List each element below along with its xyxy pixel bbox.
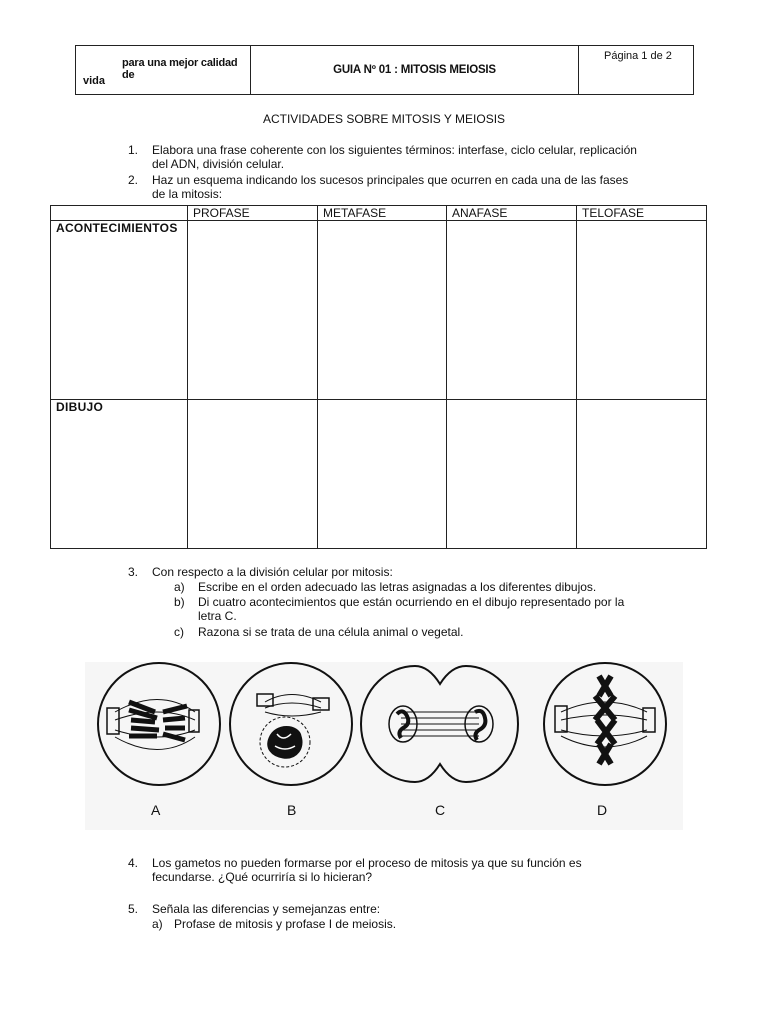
row-label-acontecimientos: ACONTECIMIENTOS — [51, 221, 188, 400]
question-2-line-2: de la mitosis: — [152, 187, 223, 201]
question-3a-text: Escribe en el orden adecuado las letras asignadas a los diferentes dibujos. — [198, 580, 597, 594]
column-header-metafase: METAFASE — [318, 206, 447, 221]
table-row-dibujo — [51, 400, 707, 549]
slogan-line-2: vida — [83, 75, 106, 87]
figure-label-b: B — [287, 802, 297, 818]
figure-label-c: C — [435, 802, 446, 818]
table-row-acontecimientos — [51, 221, 707, 400]
question-1-line-1: Elabora una frase coherente con los siguientes términos: interfase, ciclo celular, replicación — [152, 143, 637, 157]
answer-cell[interactable] — [188, 221, 318, 400]
table-corner-cell — [51, 206, 188, 221]
question-4-line-1: Los gametos no pueden formarse por el proceso de mitosis ya que su función es — [152, 856, 582, 870]
mitosis-drawings — [85, 662, 683, 830]
header-title-cell — [251, 46, 579, 94]
answer-cell[interactable] — [577, 221, 707, 400]
header-page-cell — [579, 46, 693, 94]
question-3b-line-2: letra C. — [198, 609, 237, 623]
page-label: Página 1 de 2 — [604, 50, 672, 62]
row-label-dibujo: DIBUJO — [51, 400, 188, 549]
drawing-cell[interactable] — [318, 400, 447, 549]
question-3-text: Con respecto a la división celular por mitosis: — [152, 565, 393, 579]
drawing-cell[interactable] — [577, 400, 707, 549]
figure-label-a: A — [151, 802, 161, 818]
question-1-line-2: del ADN, división celular. — [152, 157, 285, 171]
question-3a-letter: a) — [174, 580, 185, 594]
figure-label-d: D — [597, 802, 608, 818]
guide-title: GUIA Nº 01 : MITOSIS MEIOSIS — [333, 64, 496, 76]
question-3c-text: Razona si se trata de una célula animal o vegetal. — [198, 625, 464, 639]
header-box — [75, 45, 694, 95]
cell-d-drawing — [544, 663, 666, 785]
page-title: ACTIVIDADES SOBRE MITOSIS Y MEIOSIS — [262, 112, 506, 126]
question-5a-letter: a) — [152, 917, 163, 931]
cell-b-drawing — [230, 663, 352, 785]
question-5a-text: Profase de mitosis y profase I de meiosis. — [174, 917, 397, 931]
question-4-line-2: fecundarse. ¿Qué ocurriría si lo hicieran? — [152, 870, 373, 884]
question-5-text: Señala las diferencias y semejanzas entre: — [152, 902, 381, 916]
column-header-telofase: TELOFASE — [577, 206, 707, 221]
question-3-number: 3. — [128, 565, 139, 579]
header-slogan-cell — [76, 46, 251, 94]
question-3b-text — [198, 595, 624, 623]
question-1 — [128, 143, 138, 157]
answer-cell[interactable] — [318, 221, 447, 400]
question-2-text — [152, 173, 628, 201]
cell-c-drawing — [361, 666, 518, 782]
question-3c-letter: c) — [174, 625, 184, 639]
question-2-line-1: Haz un esquema indicando los sucesos principales que ocurren en cada una de las fases — [152, 173, 629, 187]
question-3b-line-1: Di cuatro acontecimientos que están ocurriendo en el dibujo representado por la — [198, 595, 625, 609]
cell-a-drawing — [98, 663, 220, 785]
question-5-number: 5. — [128, 902, 139, 916]
question-2-number: 2. — [128, 173, 139, 187]
question-3b-letter: b) — [174, 595, 185, 609]
slogan-line-1: para una mejor calidad de — [122, 57, 238, 81]
table-header-row — [51, 206, 707, 221]
question-1-number: 1. — [128, 143, 139, 157]
column-header-anafase: ANAFASE — [447, 206, 577, 221]
answer-cell[interactable] — [447, 221, 577, 400]
mitosis-figure — [85, 662, 683, 830]
mitosis-phase-table — [50, 205, 707, 549]
question-4-text — [152, 856, 582, 884]
column-header-profase: PROFASE — [188, 206, 318, 221]
drawing-cell[interactable] — [188, 400, 318, 549]
drawing-cell[interactable] — [447, 400, 577, 549]
question-4-number: 4. — [128, 856, 139, 870]
question-1-text — [152, 143, 637, 171]
